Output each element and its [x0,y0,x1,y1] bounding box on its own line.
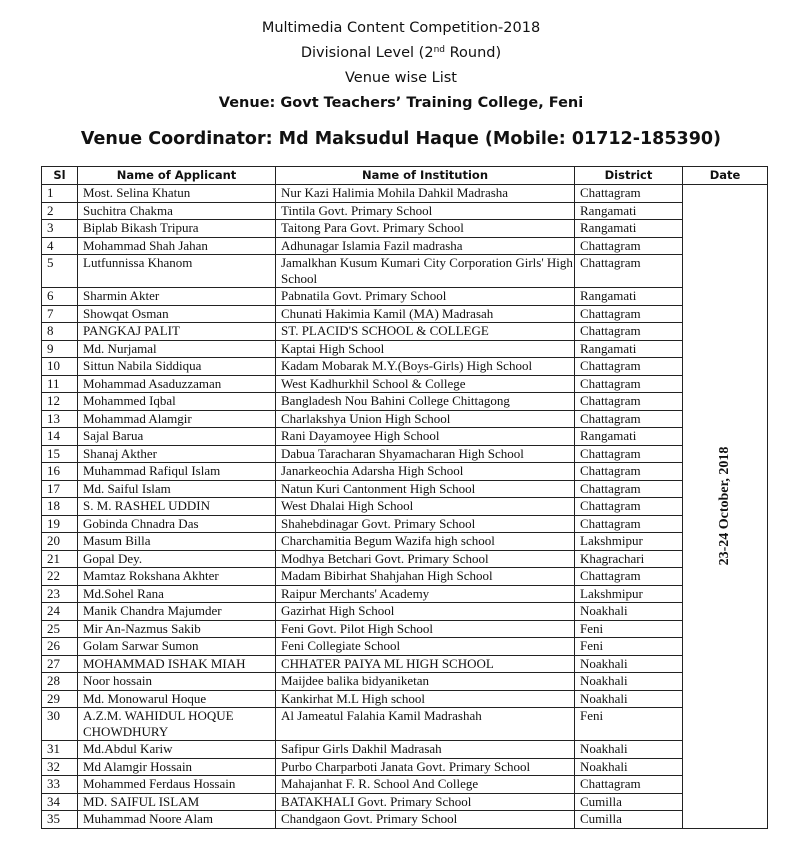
row-district-cell: Noakhali [575,690,683,708]
row-applicant-name-cell: Showqat Osman [78,305,276,323]
row-institution-cell: BATAKHALI Govt. Primary School [276,793,575,811]
table-row [42,220,768,238]
document-subtitle [0,45,802,61]
row-sl-cell: 21 [42,550,78,568]
table-row [42,811,768,829]
row-institution-cell: Charchamitia Begum Wazifa high school [276,533,575,551]
row-institution-cell: Kaptai High School [276,340,575,358]
table-header-row [42,167,768,185]
row-sl-cell: 34 [42,793,78,811]
row-applicant-name-cell: Suchitra Chakma [78,202,276,220]
row-sl-cell: 11 [42,375,78,393]
row-sl-cell: 19 [42,515,78,533]
table-row [42,638,768,656]
row-district-cell: Chattagram [575,255,683,288]
row-sl-cell: 30 [42,708,78,741]
row-institution-cell: Pabnatila Govt. Primary School [276,288,575,306]
row-sl-cell: 24 [42,603,78,621]
row-applicant-name-cell: Manik Chandra Majumder [78,603,276,621]
row-institution-cell: Mahajanhat F. R. School And College [276,776,575,794]
table-row [42,237,768,255]
table-row [42,340,768,358]
row-district-cell: Cumilla [575,793,683,811]
row-applicant-name-cell: Gobinda Chnadra Das [78,515,276,533]
row-institution-cell: West Kadhurkhil School & College [276,375,575,393]
row-institution-cell: Kadam Mobarak M.Y.(Boys-Girls) High School [276,358,575,376]
table-row [42,568,768,586]
row-sl-cell: 3 [42,220,78,238]
row-applicant-name-cell: Md. Nurjamal [78,340,276,358]
row-institution-cell: Raipur Merchants' Academy [276,585,575,603]
column-header-sl: Sl [42,167,78,185]
row-district-cell: Noakhali [575,673,683,691]
row-district-cell: Rangamati [575,220,683,238]
row-sl-cell: 23 [42,585,78,603]
row-district-cell: Rangamati [575,288,683,306]
list-type: Venue wise List [345,70,457,86]
row-applicant-name-cell: Gopal Dey. [78,550,276,568]
row-sl-cell: 4 [42,237,78,255]
table-row [42,185,768,203]
row-sl-cell: 13 [42,410,78,428]
row-applicant-name-cell: PANGKAJ PALIT [78,323,276,341]
row-district-cell: Chattagram [575,776,683,794]
venue-coordinator-heading: Venue Coordinator: Md Maksudul Haque (Mobile: 01712-185390) [80,129,722,149]
row-applicant-name-cell: Md.Abdul Kariw [78,741,276,759]
row-sl-cell: 31 [42,741,78,759]
row-district-cell: Feni [575,620,683,638]
row-district-cell: Chattagram [575,305,683,323]
row-district-cell: Chattagram [575,515,683,533]
row-applicant-name-cell: Shanaj Akther [78,445,276,463]
table-row [42,305,768,323]
table-row [42,410,768,428]
row-applicant-name-cell: Biplab Bikash Tripura [78,220,276,238]
table-row [42,375,768,393]
subtitle-superscript: nd [433,45,445,55]
row-applicant-name-cell: Mir An-Nazmus Sakib [78,620,276,638]
table-row [42,533,768,551]
row-institution-cell: Gazirhat High School [276,603,575,621]
row-district-cell: Noakhali [575,758,683,776]
table-row [42,358,768,376]
row-institution-cell: Dabua Taracharan Shyamacharan High School [276,445,575,463]
row-sl-cell: 28 [42,673,78,691]
row-applicant-name-cell: Muhammad Rafiqul Islam [78,463,276,481]
row-institution-cell: Feni Govt. Pilot High School [276,620,575,638]
table-row [42,550,768,568]
row-sl-cell: 18 [42,498,78,516]
row-district-cell: Noakhali [575,603,683,621]
table-row [42,776,768,794]
row-applicant-name-cell: A.Z.M. WAHIDUL HOQUE CHOWDHURY [78,708,276,741]
row-district-cell: Rangamati [575,202,683,220]
row-sl-cell: 12 [42,393,78,411]
row-institution-cell: Tintila Govt. Primary School [276,202,575,220]
row-institution-cell: Nur Kazi Halimia Mohila Dahkil Madrasha [276,185,575,203]
row-institution-cell: Kankirhat M.L High school [276,690,575,708]
row-institution-cell: West Dhalai High School [276,498,575,516]
row-applicant-name-cell: Masum Billa [78,533,276,551]
table-row [42,585,768,603]
row-applicant-name-cell: Md. Saiful Islam [78,480,276,498]
table-row [42,620,768,638]
table-row [42,793,768,811]
row-institution-cell: Chunati Hakimia Kamil (MA) Madrasah [276,305,575,323]
row-sl-cell: 2 [42,202,78,220]
row-sl-cell: 26 [42,638,78,656]
row-applicant-name-cell: Golam Sarwar Sumon [78,638,276,656]
row-sl-cell: 29 [42,690,78,708]
row-institution-cell: Charlakshya Union High School [276,410,575,428]
row-district-cell: Chattagram [575,463,683,481]
row-applicant-name-cell: S. M. RASHEL UDDIN [78,498,276,516]
row-applicant-name-cell: Most. Selina Khatun [78,185,276,203]
row-applicant-name-cell: Mohammad Alamgir [78,410,276,428]
row-applicant-name-cell: Lutfunnissa Khanom [78,255,276,288]
row-applicant-name-cell: Noor hossain [78,673,276,691]
row-sl-cell: 8 [42,323,78,341]
row-sl-cell: 33 [42,776,78,794]
row-applicant-name-cell: Mamtaz Rokshana Akhter [78,568,276,586]
table-row [42,498,768,516]
row-institution-cell: Modhya Betchari Govt. Primary School [276,550,575,568]
row-sl-cell: 1 [42,185,78,203]
row-institution-cell: Al Jameatul Falahia Kamil Madrashah [276,708,575,741]
document-title: Multimedia Content Competition-2018 [261,20,541,36]
row-district-cell: Feni [575,638,683,656]
date-cell [683,185,768,829]
row-district-cell: Chattagram [575,480,683,498]
row-applicant-name-cell: Md Alamgir Hossain [78,758,276,776]
row-applicant-name-cell: Sharmin Akter [78,288,276,306]
row-district-cell: Chattagram [575,410,683,428]
row-applicant-name-cell: Sittun Nabila Siddiqua [78,358,276,376]
row-institution-cell: Chandgaon Govt. Primary School [276,811,575,829]
table-row [42,323,768,341]
row-applicant-name-cell: Mohammad Shah Jahan [78,237,276,255]
row-applicant-name-cell: MD. SAIFUL ISLAM [78,793,276,811]
row-sl-cell: 9 [42,340,78,358]
row-institution-cell: Shahebdinagar Govt. Primary School [276,515,575,533]
table-row [42,255,768,288]
row-sl-cell: 25 [42,620,78,638]
venue-heading: Venue: Govt Teachers’ Training College, Feni [218,95,584,111]
table-row [42,393,768,411]
row-applicant-name-cell: Mohammed Iqbal [78,393,276,411]
row-applicant-name-cell: Md. Monowarul Hoque [78,690,276,708]
applicants-table [41,166,768,829]
row-sl-cell: 27 [42,655,78,673]
row-institution-cell: Purbo Charparboti Janata Govt. Primary School [276,758,575,776]
row-institution-cell: Jamalkhan Kusum Kumari City Corporation Girls' High School [276,255,575,288]
row-institution-cell: Janarkeochia Adarsha High School [276,463,575,481]
row-institution-cell: Maijdee balika bidyaniketan [276,673,575,691]
row-district-cell: Rangamati [575,428,683,446]
table-row [42,288,768,306]
row-institution-cell: Bangladesh Nou Bahini College Chittagong [276,393,575,411]
table-row [42,463,768,481]
row-district-cell: Noakhali [575,655,683,673]
column-header-district: District [575,167,683,185]
row-sl-cell: 35 [42,811,78,829]
table-row [42,673,768,691]
event-date: 23-24 October, 2018 [717,446,732,566]
row-district-cell: Noakhali [575,741,683,759]
row-sl-cell: 6 [42,288,78,306]
row-district-cell: Rangamati [575,340,683,358]
subtitle-suffix: Round) [445,45,502,61]
row-sl-cell: 20 [42,533,78,551]
row-district-cell: Khagrachari [575,550,683,568]
row-sl-cell: 22 [42,568,78,586]
row-sl-cell: 15 [42,445,78,463]
row-applicant-name-cell: Md.Sohel Rana [78,585,276,603]
row-applicant-name-cell: Sajal Barua [78,428,276,446]
row-sl-cell: 16 [42,463,78,481]
row-applicant-name-cell: Mohammed Ferdaus Hossain [78,776,276,794]
column-header-institution: Name of Institution [276,167,575,185]
row-district-cell: Lakshmipur [575,585,683,603]
row-district-cell: Feni [575,708,683,741]
row-district-cell: Chattagram [575,393,683,411]
row-district-cell: Chattagram [575,237,683,255]
row-district-cell: Chattagram [575,323,683,341]
row-district-cell: Chattagram [575,498,683,516]
row-sl-cell: 14 [42,428,78,446]
table-row [42,480,768,498]
row-applicant-name-cell: Mohammad Asaduzzaman [78,375,276,393]
table-row [42,202,768,220]
row-applicant-name-cell: MOHAMMAD ISHAK MIAH [78,655,276,673]
table-row [42,445,768,463]
column-header-applicant: Name of Applicant [78,167,276,185]
row-district-cell: Lakshmipur [575,533,683,551]
row-applicant-name-cell: Muhammad Noore Alam [78,811,276,829]
table-row [42,690,768,708]
row-institution-cell: Natun Kuri Cantonment High School [276,480,575,498]
row-institution-cell: Safipur Girls Dakhil Madrasah [276,741,575,759]
table-row [42,655,768,673]
row-district-cell: Chattagram [575,185,683,203]
row-district-cell: Chattagram [575,358,683,376]
table-row [42,515,768,533]
row-institution-cell: Adhunagar Islamia Fazil madrasha [276,237,575,255]
row-district-cell: Cumilla [575,811,683,829]
row-institution-cell: Madam Bibirhat Shahjahan High School [276,568,575,586]
row-sl-cell: 7 [42,305,78,323]
row-district-cell: Chattagram [575,568,683,586]
subtitle-prefix: Divisional Level (2 [300,45,434,61]
row-institution-cell: Taitong Para Govt. Primary School [276,220,575,238]
row-sl-cell: 17 [42,480,78,498]
table-body [42,185,768,829]
row-institution-cell: ST. PLACID'S SCHOOL & COLLEGE [276,323,575,341]
table-row [42,428,768,446]
row-district-cell: Chattagram [575,445,683,463]
column-header-date: Date [683,167,768,185]
table-row [42,603,768,621]
row-institution-cell: Rani Dayamoyee High School [276,428,575,446]
row-sl-cell: 10 [42,358,78,376]
table-row [42,708,768,741]
row-institution-cell: Feni Collegiate School [276,638,575,656]
row-institution-cell: CHHATER PAIYA ML HIGH SCHOOL [276,655,575,673]
row-sl-cell: 32 [42,758,78,776]
row-sl-cell: 5 [42,255,78,288]
table-row [42,758,768,776]
table-row [42,741,768,759]
row-district-cell: Chattagram [575,375,683,393]
